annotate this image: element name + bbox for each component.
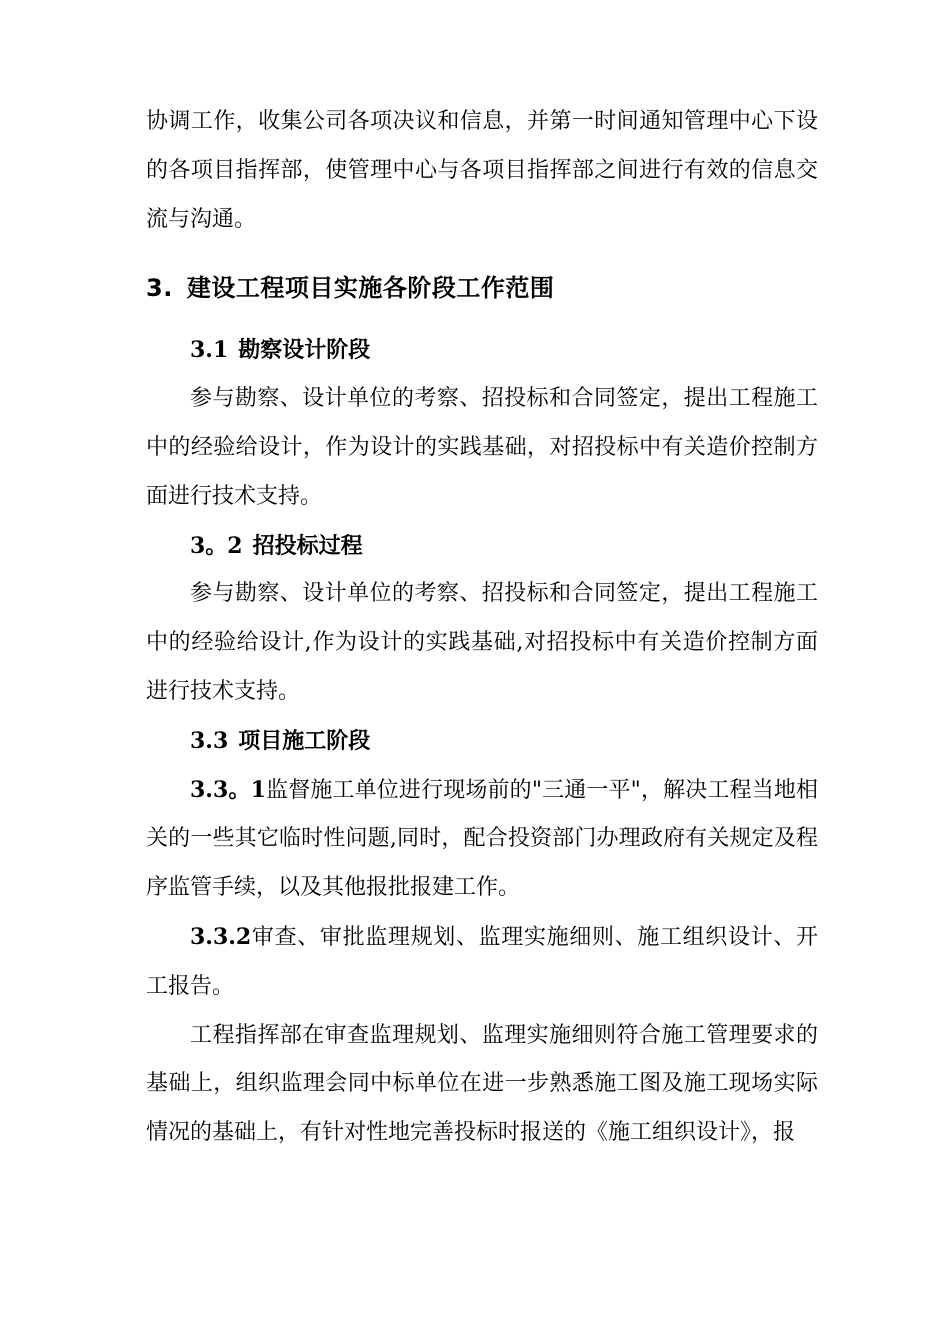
- intro-paragraph: 协调工作，收集公司各项决议和信息，并第一时间通知管理中心下设的各项目指挥部，使管理中心与各项目指挥部之间进行有效的信息交流与沟通。: [146, 109, 818, 232]
- section-3-2-number: 3。2: [190, 532, 243, 559]
- section-3-title: 建设工程项目实施各阶段工作范围: [186, 274, 555, 303]
- document-page: [146, 98, 818, 1158]
- closing-paragraph: 工程指挥部在审查监理规划、监理实施细则符合施工管理要求的基础上，组织监理会同中标单位在进一步熟悉施工图及施工现场实际情况的基础上，有针对性地完善投标时报送的《施工组织设计》，报: [146, 1022, 818, 1146]
- section-3-3-1-body: 监督施工单位进行现场前的"三通一平"，解决工程当地相关的一些其它临时性问题,同时，配合投资部门办理政府有关规定及程序监管手续，以及其他报批报建工作。: [146, 777, 818, 901]
- section-3-3-2-body: 审查、审批监理规划、监理实施细则、施工组织设计、开工报告。: [146, 924, 818, 999]
- section-3-3-2-number: 3.3.2: [190, 923, 252, 950]
- section-3-1-body: 参与勘察、设计单位的考察、招投标和合同签定，提出工程施工中的经验给设计，作为设计的实践基础，对招投标中有关造价控制方面进行技术支持。: [146, 386, 818, 509]
- section-3-3-1-paragraph: [146, 766, 818, 913]
- section-3-2-body: 参与勘察、设计单位的考察、招投标和合同签定，提出工程施工中的经验给设计,作为设计的实践基础,对招投标中有关造价控制方面进行技术支持。: [146, 581, 818, 704]
- section-3-3-2-paragraph: [146, 913, 818, 1012]
- section-3-3-number: 3.3: [190, 727, 229, 754]
- section-3-2-heading: [146, 522, 818, 571]
- section-3-1-number: 3.1: [190, 337, 229, 364]
- section-3-3-1-number: 3.3。1: [190, 776, 266, 803]
- section-3-number: 3.: [146, 274, 173, 303]
- section-3-3-heading: [146, 717, 818, 766]
- section-3-heading: [146, 264, 818, 312]
- section-3-2-title: 招投标过程: [252, 532, 363, 559]
- section-3-1-title: 勘察设计阶段: [238, 337, 371, 364]
- section-3-3-title: 项目施工阶段: [238, 727, 371, 754]
- section-3-1-heading: [146, 326, 818, 375]
